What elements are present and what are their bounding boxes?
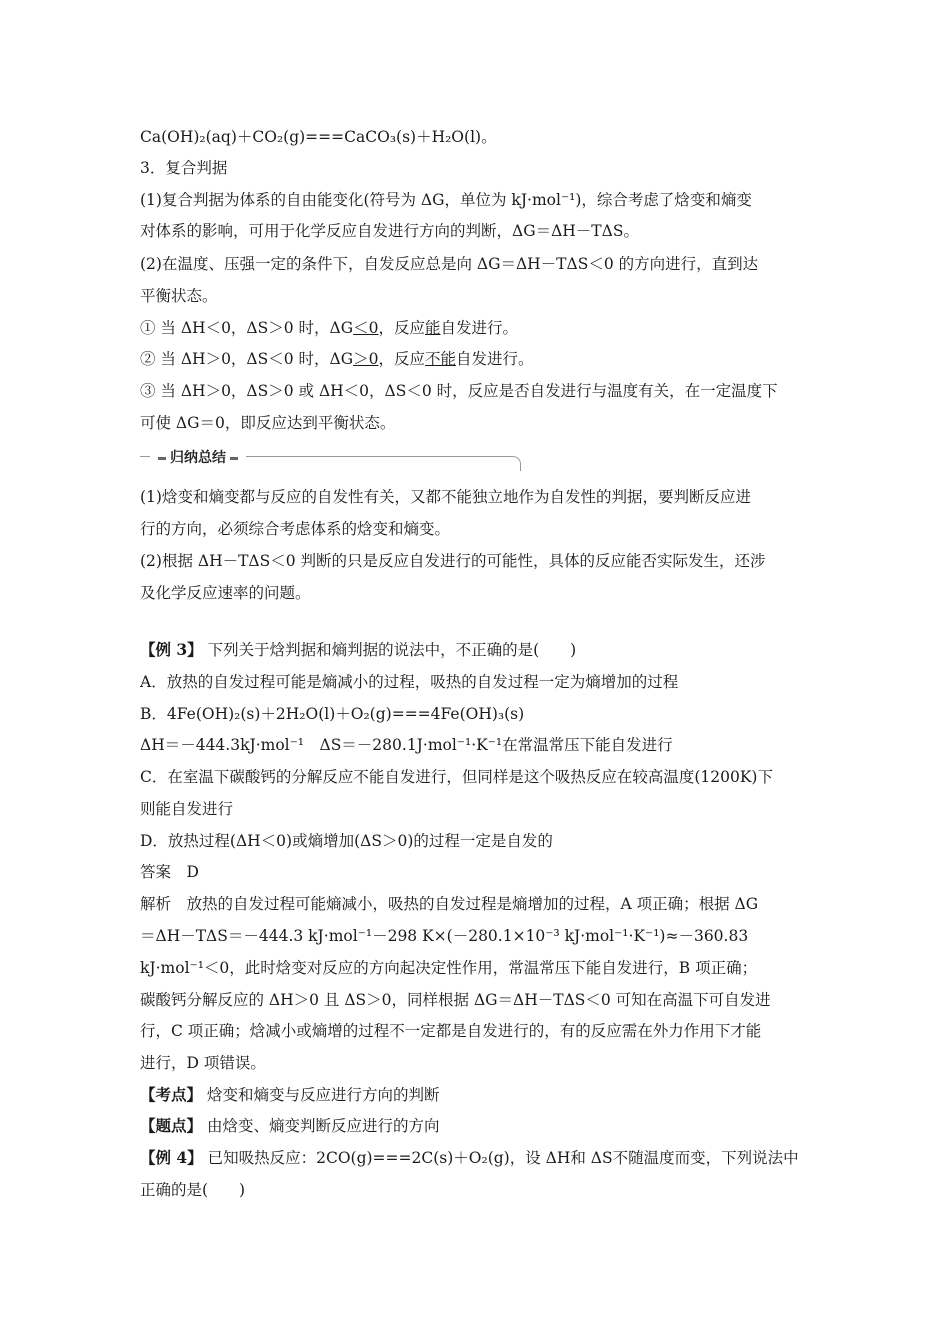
para-2-line-1: (2)在温度、压强一定的条件下，自发反应总是向 ΔG＝ΔH－TΔS＜0 的方向进行，直到达: [140, 255, 759, 273]
summary-title: 归纳总结: [170, 450, 226, 466]
example-3-text: 下列关于焓判据和熵判据的说法中，不正确的是( ): [202, 641, 577, 659]
case-2-text-b: ，反应: [378, 350, 425, 368]
case-1-text-a: ① 当 ΔH＜0，ΔS＞0 时，ΔG: [140, 319, 354, 337]
summary-bar-right: [230, 457, 238, 460]
option-c-line-2: 则能自发进行: [140, 800, 234, 818]
summary-line-4: 及化学反应速率的问题。: [140, 584, 311, 602]
summary-line-2: 行的方向，必须综合考虑体系的焓变和熵变。: [140, 520, 451, 538]
analysis-line-6: 进行，D 项错误。: [140, 1054, 266, 1072]
summary-bar-left: [158, 457, 166, 460]
line-1: Ca(OH)₂(aq)＋CO₂(g)===CaCO₃(s)＋H₂O(l)。: [140, 128, 497, 146]
analysis-line-5: 行，C 项正确；焓减小或熵增的过程不一定都是自发进行的，有的反应需在外力作用下才能: [140, 1022, 762, 1040]
summary-line-3: (2)根据 ΔH－TΔS＜0 判断的只是反应自发进行的可能性，具体的反应能否实际发生，还涉: [140, 552, 766, 570]
case-2: [140, 349, 534, 369]
case-3-line-1: ③ 当 ΔH＞0，ΔS＞0 或 ΔH＜0，ΔS＜0 时，反应是否自发进行与温度有关，在一定温度下: [140, 382, 778, 400]
tidian-tag: 【题点】: [140, 1116, 203, 1135]
case-1-text-c: 自发进行。: [440, 319, 519, 337]
para-2-line-2: 平衡状态。: [140, 287, 218, 305]
case-2-underline-2: 不能: [425, 350, 457, 368]
kaodian-tag: 【考点】: [140, 1085, 203, 1104]
analysis-line-2: ＝ΔH－TΔS＝－444.3 kJ·mol⁻¹－298 K×(－280.1×10⁻³ kJ·mol⁻¹·K⁻¹)≈－360.83: [140, 927, 749, 945]
tidian-text: 由焓变、熵变判断反应进行的方向: [202, 1117, 440, 1135]
case-2-text-c: 自发进行。: [456, 350, 534, 368]
option-b-line-1: B．4Fe(OH)₂(s)＋2H₂O(l)＋O₂(g)===4Fe(OH)₃(s): [140, 705, 525, 723]
summary-heading: [150, 450, 246, 466]
case-1-text-b: ，反应: [378, 319, 425, 337]
example-4-tag: 【例 4】: [140, 1148, 203, 1167]
analysis-line-4: 碳酸钙分解反应的 ΔH＞0 且 ΔS＞0，同样根据 ΔG＝ΔH－TΔS＜0 可知在高温下可自发进: [140, 991, 771, 1009]
kaodian-text: 焓变和熵变与反应进行方向的判断: [202, 1086, 440, 1104]
case-1-underline-2: 能: [425, 319, 441, 337]
tidian: [140, 1116, 439, 1136]
example-4-text: 已知吸热反应：2CO(g)===2C(s)＋O₂(g)，设 ΔH和 ΔS不随温度而变，下列说法中: [202, 1149, 799, 1167]
case-3-line-2: 可使 ΔG＝0，即反应达到平衡状态。: [140, 414, 396, 432]
example-3-tag: 【例 3】: [140, 640, 203, 659]
case-2-underline-1: ＞0: [353, 350, 379, 368]
analysis-line-1: 解析 放热的自发过程可能熵减小，吸热的自发过程是熵增加的过程，A 项正确；根据 ΔG: [140, 895, 759, 913]
kaodian: [140, 1085, 439, 1105]
para-1-line-2: 对体系的影响，可用于化学反应自发进行方向的判断，ΔG＝ΔH－TΔS。: [140, 222, 639, 240]
answer: 答案 D: [140, 863, 199, 881]
example-3-question: [140, 640, 576, 660]
case-1-underline-1: ＜0: [353, 319, 379, 337]
para-1-line-1: (1)复合判据为体系的自由能变化(符号为 ΔG，单位为 kJ·mol⁻¹)，综合考虑了焓变和熵变: [140, 191, 752, 209]
option-d: D．放热过程(ΔH＜0)或熵增加(ΔS＞0)的过程一定是自发的: [140, 832, 553, 850]
summary-line-1: (1)焓变和熵变都与反应的自发性有关，又都不能独立地作为自发性的判据，要判断反应进: [140, 488, 751, 506]
example-4-question-line-1: [140, 1148, 799, 1168]
option-c-line-1: C．在室温下碳酸钙的分解反应不能自发进行，但同样是这个吸热反应在较高温度(1200K)下: [140, 768, 773, 786]
case-1: [140, 318, 518, 338]
example-4-question-line-2: 正确的是( ): [140, 1181, 246, 1199]
case-2-text-a: ② 当 ΔH＞0，ΔS＜0 时，ΔG: [140, 350, 354, 368]
option-b-line-2: ΔH＝－444.3kJ·mol⁻¹ ΔS＝－280.1J·mol⁻¹·K⁻¹在常温常压下能自发进行: [140, 736, 673, 754]
analysis-line-3: kJ·mol⁻¹＜0，此时焓变对反应的方向起决定性作用，常温常压下能自发进行，B 项正确；: [140, 959, 758, 977]
section-heading: 3．复合判据: [140, 159, 228, 177]
option-a: A．放热的自发过程可能是熵减小的过程，吸热的自发过程一定为熵增加的过程: [140, 673, 679, 691]
